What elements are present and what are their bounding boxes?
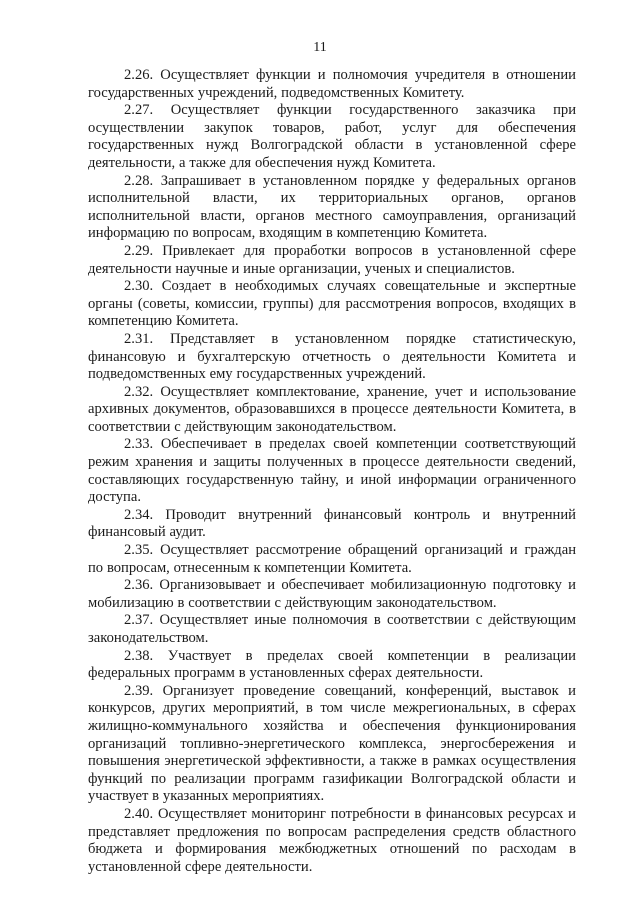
paragraph-2-27: 2.27. Осуществляет функции государственного заказчика при осуществлении закупок товаров, работ, услуг для обеспечения государственных нужд Волгоградской области в установленной сфере деятельности, а также для обеспечения нужд Комитета. bbox=[88, 102, 576, 171]
paragraph-2-33: 2.33. Обеспечивает в пределах своей компетенции соответствующий режим хранения и защиты полученных в процессе деятельности сведений, составляющих государственную тайну, и иной информации ограниченного доступа. bbox=[88, 436, 576, 506]
paragraph-2-37: 2.37. Осуществляет иные полномочия в соответствии с действующим законодательством. bbox=[88, 612, 576, 646]
paragraph-2-32: 2.32. Осуществляет комплектование, хранение, учет и использование архивных документов, образовавшихся в процессе деятельности Комитета, в соответствии с действующим законодательством. bbox=[88, 383, 576, 435]
paragraph-2-39: 2.39. Организует проведение совещаний, конференций, выставок и конкурсов, других мероприятий, в том числе межрегиональных, в сферах жилищно-коммунального хозяйства и обеспечения функционирования организаций топливно-энергетического комплекса, энергосбережения и повышения энергетической эффективности, а также в рамках осуществления функций по реализации программ газификации Волгоградской области и участвует в указанных мероприятиях. bbox=[88, 682, 576, 805]
paragraph-2-29: 2.29. Привлекает для проработки вопросов в установленной сфере деятельности научные и иные организации, ученых и специалистов. bbox=[88, 242, 576, 277]
paragraph-2-38: 2.38. Участвует в пределах своей компетенции в реализации федеральных программ в установленных сферах деятельности. bbox=[88, 647, 576, 682]
paragraph-2-34: 2.34. Проводит внутренний финансовый контроль и внутренний финансовый аудит. bbox=[88, 506, 576, 541]
paragraph-2-31: 2.31. Представляет в установленном порядке статистическую, финансовую и бухгалтерскую отчетность о деятельности Комитета и подведомственных ему государственных учреждений. bbox=[88, 330, 576, 383]
paragraph-2-36: 2.36. Организовывает и обеспечивает мобилизационную подготовку и мобилизацию в соответствии с действующим законодательством. bbox=[88, 577, 576, 611]
paragraph-2-28: 2.28. Запрашивает в установленном порядке у федеральных органов исполнительной власти, их территориальных органов, органов исполнительной власти, органов местного самоуправления, организаций информацию по вопросам, входящим в компетенцию Комитета. bbox=[88, 172, 576, 242]
page-number: 11 bbox=[313, 40, 327, 55]
paragraph-2-30: 2.30. Создает в необходимых случаях совещательные и экспертные органы (советы, комиссии, группы) для рассмотрения вопросов, входящих в компетенцию Комитета. bbox=[88, 278, 576, 330]
paragraph-2-26: 2.26. Осуществляет функции и полномочия учредителя в отношении государственных учреждений, подведомственных Комитету. bbox=[88, 67, 576, 101]
document-body bbox=[88, 67, 576, 876]
paragraph-2-35: 2.35. Осуществляет рассмотрение обращений организаций и граждан по вопросам, отнесенным к компетенции Комитета. bbox=[88, 542, 576, 576]
paragraph-2-40: 2.40. Осуществляет мониторинг потребности в финансовых ресурсах и представляет предложения по вопросам распределения средств областного бюджета и формирования межбюджетных отношений по расходам в установленной сфере деятельности. bbox=[88, 805, 576, 875]
